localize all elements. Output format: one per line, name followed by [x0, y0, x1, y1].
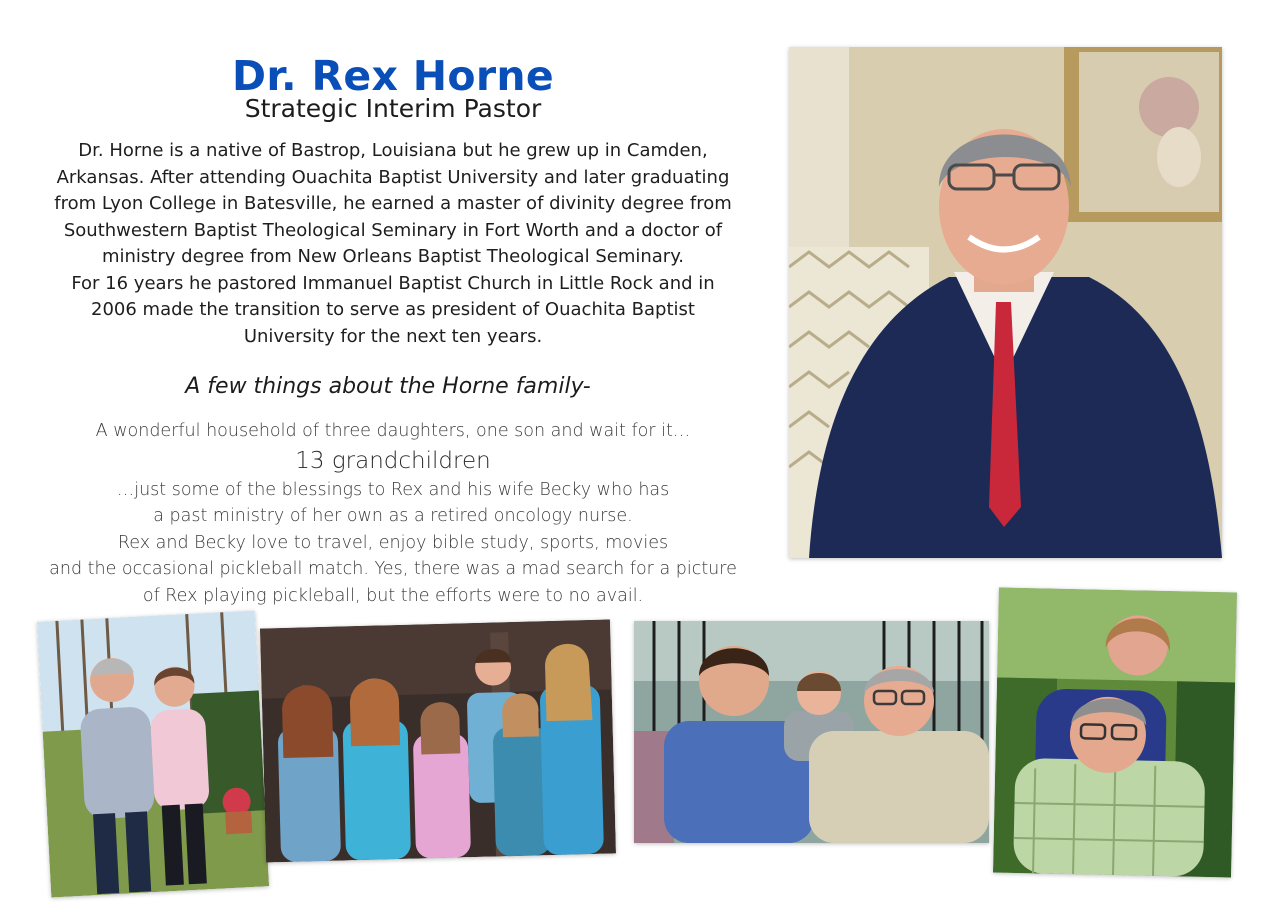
bio-line: Dr. Horne is a native of Bastrop, Louisiana but he grew up in Camden,	[78, 140, 708, 161]
bio-line: ministry degree from New Orleans Baptist Theological Seminary.	[101, 246, 684, 267]
bio-line: Arkansas. After attending Ouachita Baptist University and later graduating	[56, 166, 730, 188]
rex-and-becky-photo	[993, 588, 1237, 878]
family-line: …just some of the blessings to Rex and his wife Becky who has	[116, 479, 670, 500]
bio-line: 2006 made the transition to serve as president of Ouachita Baptist	[91, 299, 695, 320]
bio-line: Southwestern Baptist Theological Seminary in Fort Worth and a doctor of	[63, 219, 723, 241]
family-heading: A few things about the Horne family-	[185, 374, 591, 399]
family-intro: A wonderful household of three daughters, one son and wait for it…	[95, 421, 691, 441]
portrait-photo	[789, 47, 1222, 558]
family-line: a past ministry of her own as a retired oncology nurse.	[153, 506, 633, 526]
bio-line: University for the next ten years.	[243, 325, 543, 347]
family-line: Rex and Becky love to travel, enjoy bible study, sports, movies	[117, 532, 669, 553]
page-title: Dr. Rex Horne	[232, 52, 554, 100]
family-line: of Rex playing pickleball, but the efforts were to no avail.	[142, 585, 644, 606]
bio-paragraph	[40, 138, 746, 350]
grandchildren-highlight: 13 grandchildren	[295, 447, 491, 474]
bio-line: from Lyon College in Batesville, he earned a master of divinity degree from	[54, 193, 732, 214]
family-paragraph	[40, 418, 746, 609]
bio-line: For 16 years he pastored Immanuel Baptist Church in Little Rock and in	[71, 272, 715, 294]
family-group-photo	[260, 619, 616, 862]
couple-outdoor-photo	[37, 610, 269, 897]
family-line: and the occasional pickleball match. Yes, there was a mad search for a picture	[49, 559, 737, 579]
page-subtitle: Strategic Interim Pastor	[244, 94, 542, 123]
three-generations-photo	[634, 621, 989, 843]
